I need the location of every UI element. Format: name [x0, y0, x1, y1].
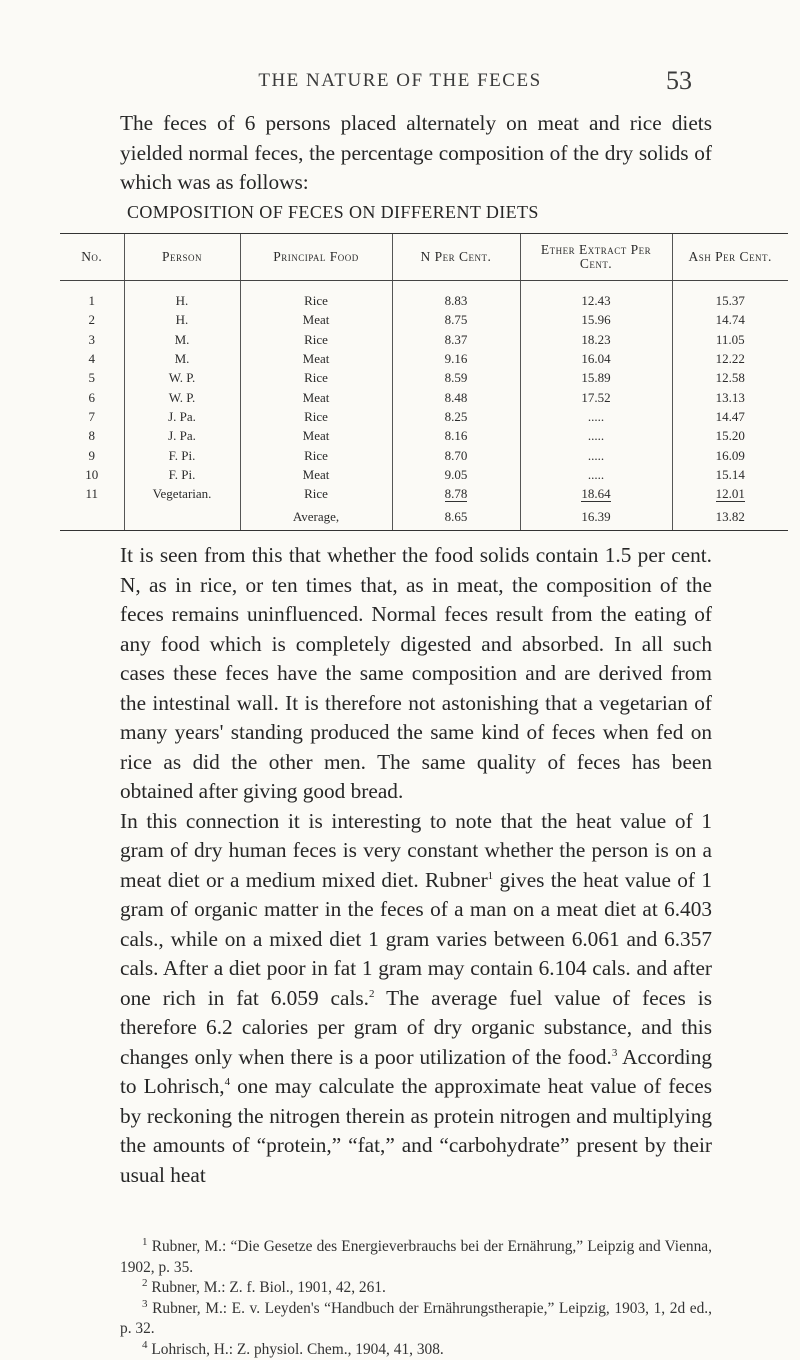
- table-row: [60, 368, 788, 387]
- table-row: [60, 407, 788, 426]
- cell-ether: 18.23: [520, 330, 672, 349]
- composition-table: [60, 233, 788, 531]
- cell-n: 8.83: [392, 281, 520, 311]
- cell-n: 8.25: [392, 407, 520, 426]
- cell-food: Rice: [240, 484, 392, 503]
- cell-person: W. P.: [124, 387, 240, 406]
- cell-n: 8.75: [392, 310, 520, 329]
- cell-ether: [520, 484, 672, 503]
- footnote-4: [120, 1340, 712, 1360]
- header-person: Person: [124, 234, 240, 281]
- cell-ether: 17.52: [520, 387, 672, 406]
- cell-n: 9.16: [392, 349, 520, 368]
- footnote-1: [120, 1237, 712, 1278]
- average-ash: 13.82: [672, 503, 788, 531]
- table-row: [60, 387, 788, 406]
- main-text: [120, 541, 712, 1190]
- cell-ether: 16.04: [520, 349, 672, 368]
- cell-person: J. Pa.: [124, 426, 240, 445]
- cell-ash: 11.05: [672, 330, 788, 349]
- average-row: [60, 503, 788, 531]
- cell-food: Meat: [240, 465, 392, 484]
- paragraph-2-part-e: one may calculate the approximate heat value of feces by reckoning the nitrogen therein as protein nitrogen and multiplying the amounts of “protein,” “fat,” and “carbohydrate” present by their usual heat: [120, 1074, 712, 1187]
- cell-person: M.: [124, 330, 240, 349]
- header-ether-extract: Ether Extract Per Cent.: [520, 234, 672, 281]
- cell-person: [124, 503, 240, 531]
- cell-ash: 14.47: [672, 407, 788, 426]
- cell-ether: .....: [520, 407, 672, 426]
- footnote-3-text: Rubner, M.: E. v. Leyden's “Handbuch der Ernährungstherapie,” Leipzig, 1903, 1, 2d ed., p. 32.: [120, 1300, 712, 1338]
- header-no: No.: [60, 234, 124, 281]
- cell-person: M.: [124, 349, 240, 368]
- table-row: [60, 349, 788, 368]
- intro-paragraph: [120, 109, 712, 198]
- footnote-1-number: 1: [142, 1236, 148, 1248]
- paragraph-2: [120, 807, 712, 1191]
- paragraph-2-part-c: The average fuel value of feces is therefore 6.2 calories per gram of dry organic substance, and this changes only when there is a poor utilization of the food.: [120, 986, 712, 1069]
- table-row: [60, 465, 788, 484]
- cell-ether: .....: [520, 445, 672, 464]
- cell-person: W. P.: [124, 368, 240, 387]
- cell-n: 8.48: [392, 387, 520, 406]
- cell-n: 9.05: [392, 465, 520, 484]
- cell-person: Vegetarian.: [124, 484, 240, 503]
- paragraph-2-part-a: In this connection it is interesting to note that the heat value of 1 gram of dry human feces is very constant whether the person is on a meat diet or a medium mixed diet. Rubner: [120, 809, 712, 892]
- table-row: [60, 484, 788, 503]
- cell-food: Rice: [240, 281, 392, 311]
- average-n: 8.65: [392, 503, 520, 531]
- cell-no: [60, 503, 124, 531]
- cell-food: Meat: [240, 349, 392, 368]
- cell-food: Meat: [240, 387, 392, 406]
- footnote-4-text: Lohrisch, H.: Z. physiol. Chem., 1904, 41, 308.: [151, 1341, 443, 1358]
- cell-person: H.: [124, 281, 240, 311]
- cell-no: 10: [60, 465, 124, 484]
- cell-ash: 15.14: [672, 465, 788, 484]
- table-row: [60, 445, 788, 464]
- cell-person: J. Pa.: [124, 407, 240, 426]
- cell-no: 5: [60, 368, 124, 387]
- footnote-2: [120, 1278, 712, 1299]
- footnote-3-number: 3: [142, 1297, 148, 1309]
- cell-ash: 16.09: [672, 445, 788, 464]
- cell-ether: 15.96: [520, 310, 672, 329]
- running-head: [0, 70, 800, 100]
- cell-n-value: 8.78: [445, 486, 468, 502]
- footnotes: [120, 1237, 712, 1360]
- cell-ash: 12.58: [672, 368, 788, 387]
- cell-ash: 12.22: [672, 349, 788, 368]
- cell-ether: .....: [520, 465, 672, 484]
- cell-ash: 14.74: [672, 310, 788, 329]
- cell-ether: .....: [520, 426, 672, 445]
- average-label: Average,: [240, 503, 392, 531]
- cell-no: 1: [60, 281, 124, 311]
- table-row: [60, 310, 788, 329]
- cell-n: 8.16: [392, 426, 520, 445]
- cell-food: Rice: [240, 330, 392, 349]
- header-ash: Ash Per Cent.: [672, 234, 788, 281]
- cell-n: 8.37: [392, 330, 520, 349]
- cell-food: Meat: [240, 310, 392, 329]
- header-principal-food: Principal Food: [240, 234, 392, 281]
- cell-no: 9: [60, 445, 124, 464]
- cell-no: 3: [60, 330, 124, 349]
- cell-no: 11: [60, 484, 124, 503]
- cell-n: 8.59: [392, 368, 520, 387]
- footnote-2-text: Rubner, M.: Z. f. Biol., 1901, 42, 261.: [151, 1279, 386, 1296]
- footnote-2-number: 2: [142, 1277, 148, 1289]
- cell-food: Rice: [240, 445, 392, 464]
- cell-food: Rice: [240, 407, 392, 426]
- footnote-ref-1: 1: [488, 869, 494, 881]
- table-title: COMPOSITION OF FECES ON DIFFERENT DIETS: [127, 202, 539, 223]
- cell-no: 2: [60, 310, 124, 329]
- running-title: THE NATURE OF THE FECES: [0, 70, 800, 92]
- footnote-1-text: Rubner, M.: “Die Gesetze des Energieverbrauchs bei der Ernährung,” Leipzig and Vienna, 1902, p. 35.: [120, 1238, 712, 1276]
- header-n-per-cent: N Per Cent.: [392, 234, 520, 281]
- cell-person: F. Pi.: [124, 445, 240, 464]
- cell-ash: 13.13: [672, 387, 788, 406]
- cell-ash: 15.37: [672, 281, 788, 311]
- table-row: [60, 426, 788, 445]
- intro-text: The feces of 6 persons placed alternately on meat and rice diets yielded normal feces, the percentage composition of the dry solids of which was as follows:: [120, 109, 712, 198]
- footnote-4-number: 4: [142, 1338, 148, 1350]
- cell-ether: 12.43: [520, 281, 672, 311]
- footnote-ref-4: 4: [225, 1076, 231, 1088]
- table-header-row: [60, 234, 788, 281]
- table-row: [60, 330, 788, 349]
- cell-n: [392, 484, 520, 503]
- cell-ash-value: 12.01: [716, 486, 745, 502]
- paragraph-1: It is seen from this that whether the food solids contain 1.5 per cent. N, as in rice, or ten times that, as in meat, the composition of the feces remains uninfluenced. Normal feces result from the eating of any food which is completely digested and absorbed. In all such cases these feces have the same composition and are derived from the intestinal wall. It is therefore not astonishing that a vegetarian of many years' standing produced the same kind of feces when fed on rice as did the other men. The same quality of feces has been obtained after giving good bread.: [120, 541, 712, 807]
- cell-person: F. Pi.: [124, 465, 240, 484]
- page-number: 53: [666, 66, 692, 96]
- table-row: [60, 281, 788, 311]
- cell-no: 7: [60, 407, 124, 426]
- average-ether: 16.39: [520, 503, 672, 531]
- cell-n: 8.70: [392, 445, 520, 464]
- cell-food: Rice: [240, 368, 392, 387]
- paragraph-2-part-d: According to Lohrisch,: [120, 1045, 712, 1099]
- cell-no: 4: [60, 349, 124, 368]
- footnote-ref-3: 3: [612, 1046, 618, 1058]
- paragraph-2-part-b: gives the heat value of 1 gram of organic matter in the feces of a man on a meat diet at 6.403 cals., while on a mixed diet 1 gram varies between 6.061 and 6.357 cals. After a diet poor in fat 1 gram may contain 6.104 cals. and after one rich in fat 6.059 cals.: [120, 868, 712, 1010]
- cell-no: 6: [60, 387, 124, 406]
- cell-food: Meat: [240, 426, 392, 445]
- cell-ash: [672, 484, 788, 503]
- cell-person: H.: [124, 310, 240, 329]
- cell-ash: 15.20: [672, 426, 788, 445]
- footnote-ref-2: 2: [369, 987, 375, 999]
- cell-ether-value: 18.64: [581, 486, 610, 502]
- footnote-3: [120, 1299, 712, 1340]
- cell-ether: 15.89: [520, 368, 672, 387]
- cell-no: 8: [60, 426, 124, 445]
